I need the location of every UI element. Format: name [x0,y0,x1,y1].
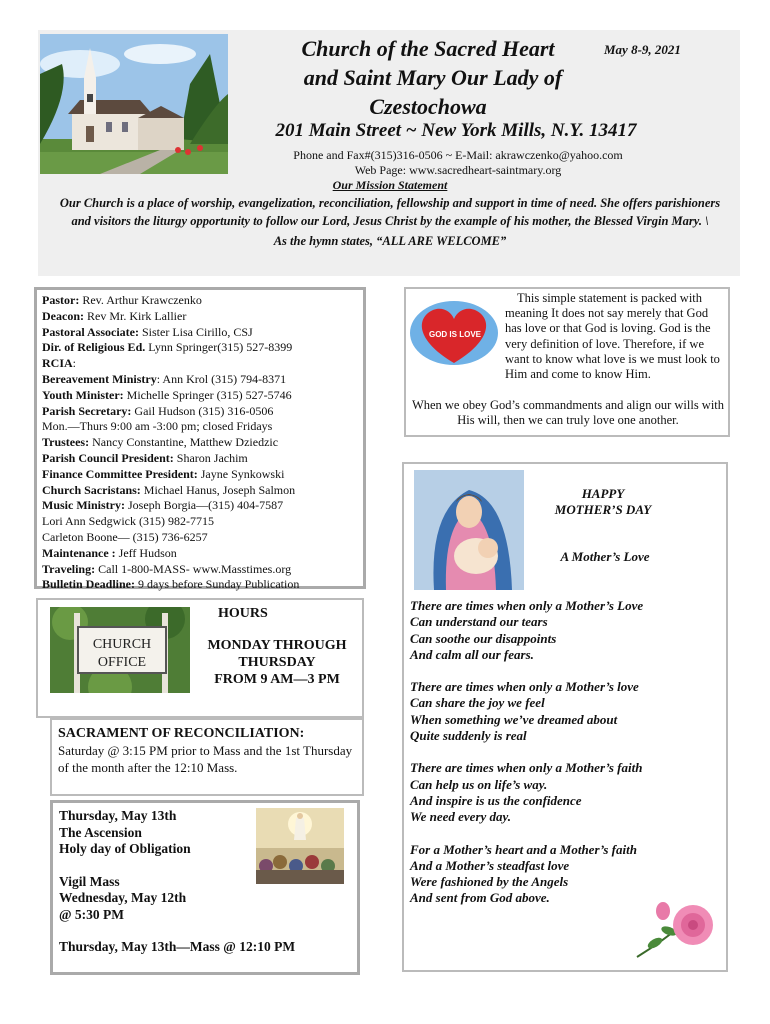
staff-row: Finance Committee President: Jayne Synkowski [42,466,285,481]
ascension-image [256,808,344,884]
madonna-image [414,470,524,590]
church-title [258,34,628,121]
staff-row: Pastor: Rev. Arthur Krawczenko [42,293,202,307]
ascension-box: Thursday, May 13th The Ascension Holy day of Obligation Vigil Mass Wednesday, May 12th @ 5:30 PM Thursday, May 13th—Mass @ 12:10 PM [50,800,360,975]
staff-row: Trustees: Nancy Constantine, Matthew Dziedzic [42,435,279,450]
staff-row: Bulletin Deadline: 9 days before Sunday Publication [42,577,300,592]
god-is-love-text: This simple statement is packed with meaning It does not say merely that God has love or that God is loving. God is the very definition of love. Therefore, if we want to know what love is we must look to Him and come to know Him. [505,291,720,382]
reconciliation-box [50,718,364,796]
god-is-love-conclusion: When we obey God’s commandments and align our wills with His will, then we can truly love one another. [411,398,725,428]
poem-stanza: For a Mother’s heart and a Mother’s faith And a Mother’s steadfast love Were fashioned by the Angels And sent from God above. [410,841,637,906]
phone-email: Phone and Fax#(315)316-0506 ~ E-Mail: akrawczenko@yahoo.com [293,148,623,162]
staff-row: Parish Secretary: Gail Hudson (315) 316-0506 [42,403,274,418]
staff-row: Parish Council President: Sharon Jachim [42,450,248,465]
staff-row: Youth Minister: Michelle Springer (315) 527-5746 [42,387,292,402]
staff-row: Pastoral Associate: Sister Lisa Cirillo, CSJ [42,324,253,339]
god-is-love-heart [410,297,498,369]
mothers-love-poem [410,598,720,923]
staff-directory [34,287,366,592]
staff-row: Bereavement Ministry: Ann Krol (315) 794-8371 [42,371,287,386]
hours-title: HOURS [218,606,268,621]
hymn-text: As the hymn states, “ALL ARE WELCOME” [273,234,507,248]
webpage: Web Page: www.sacredheart-saintmary.org [354,163,562,177]
rose-image [633,891,719,963]
mission-heading: Our Mission Statement [332,178,448,192]
reconciliation-title: SACRAMENT OF RECONCILIATION: [58,726,305,741]
happy-mothers-day: HAPPY MOTHER’S DAY [554,486,652,517]
svg-text:CHURCH: CHURCH [92,637,152,652]
poem-stanza: There are times when only a Mother’s faith Can help us on life’s way. And inspire is us the confidence We need every day. [410,760,643,825]
staff-row: Music Ministry: Joseph Borgia—(315) 404-7587 [42,498,284,513]
church-address: 201 Main Street ~ New York Mills, N.Y. 13417 [275,120,637,141]
mission-text: Our Church is a place of worship, evangelization, reconciliation, fellowship and support in time of need. She offers parishioners and visitors the liturgy opportunity to follow our Lord, Jesus Christ by the example of his mother, the Blessed Virgin Mary. \ [59,196,721,228]
reconciliation-text: Saturday @ 3:15 PM prior to Mass and the 1st Thursday of the month after the 12:10 Mass. [58,743,353,775]
poem-stanza: There are times when only a Mother’s love Can share the joy we feel When something we’ve dreamed about Quite suddenly is real [410,679,639,744]
title-line-3: Czestochowa [369,94,487,119]
contact-info [238,148,678,178]
staff-row: Church Sacristans: Michael Hanus, Joseph Salmon [42,482,296,497]
staff-row: RCIA: [42,356,77,371]
office-hours: MONDAY THROUGH THURSDAY FROM 9 AM—3 PM [207,638,347,687]
poem-stanza: There are times when only a Mother’s Love Can understand our tears Can soothe our disappoints And calm all our fears. [410,598,644,662]
poem-title: A Mother’s Love [560,549,650,564]
staff-row: Deacon: Rev Mr. Kirk Lallier [42,308,187,323]
staff-row: Lori Ann Sedgwick (315) 982-7715 [42,514,214,529]
svg-text:OFFICE: OFFICE [97,655,147,670]
staff-row: Traveling: Call 1-800-MASS- www.Masstimes.org [42,561,292,576]
church-office-sign [50,607,190,693]
staff-row: Maintenance : Jeff Hudson [42,545,177,560]
staff-row: Carleton Boone— (315) 736-6257 [42,529,208,544]
title-line-1: Church of the Sacred Heart [301,36,555,61]
svg-text:GOD IS LOVE: GOD IS LOVE [428,330,482,339]
bulletin-date: May 8-9, 2021 [604,42,681,57]
staff-row: Mon.—Thurs 9:00 am -3:00 pm; closed Fridays [42,419,273,434]
title-line-2: and Saint Mary Our Lady of [303,65,563,90]
staff-row: Dir. of Religious Ed. Lynn Springer(315) 527-8399 [42,340,293,355]
church-photo [40,34,228,174]
